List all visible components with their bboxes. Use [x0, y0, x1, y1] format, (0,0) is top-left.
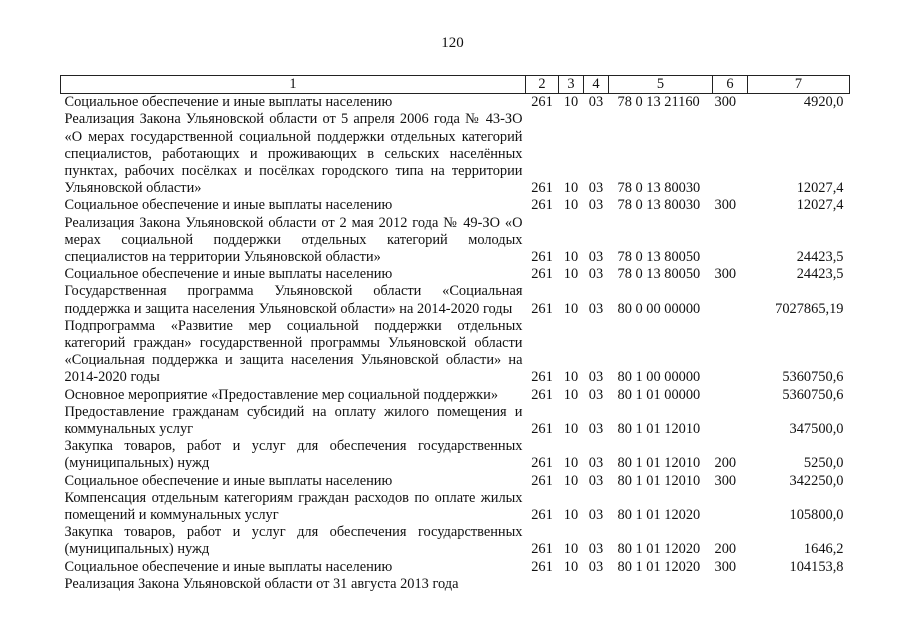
expense-type-code: 300	[714, 197, 737, 214]
row-description: Основное мероприятие «Предоставление мер социальной поддержки»	[64, 386, 499, 403]
row-description: Закупка товаров, работ и услуг для обеспечения государственных (муниципальных) нужд	[64, 438, 523, 472]
ministry-code: 261	[531, 541, 553, 558]
header-col-3: 3	[559, 76, 584, 94]
row-description: Социальное обеспечение и иные выплаты населению	[64, 94, 393, 111]
row-description: Социальное обеспечение и иные выплаты населению	[64, 472, 393, 489]
header-col-5: 5	[609, 76, 713, 94]
expense-type-code	[713, 404, 748, 438]
row-description: Государственная программа Ульяновской области «Социальная поддержка и защита населения Ульяновской области» на 2014-2020 годы	[64, 283, 523, 317]
target-article-code: 80 1 01 12020	[617, 558, 701, 575]
amount: 105800,0	[789, 507, 844, 524]
subsection-code: 03	[588, 300, 604, 317]
row-description: Предоставление гражданам субсидий на оплату жилого помещения и коммунальных услуг	[64, 403, 523, 438]
amount: 347500,0	[789, 421, 844, 438]
table-row	[61, 524, 850, 558]
row-description: Компенсация отдельным категориям граждан расходов по оплате жилых помещений и коммунальных услуг	[64, 489, 523, 524]
page-number: 120	[441, 35, 464, 51]
amount: 12027,4	[796, 180, 844, 197]
amount	[748, 576, 850, 593]
subsection-code: 03	[588, 249, 604, 266]
subsection-code: 03	[588, 421, 604, 438]
section-code: 10	[563, 180, 579, 197]
amount: 24423,5	[796, 249, 844, 266]
table-row	[61, 438, 850, 472]
row-description: Социальное обеспечение и иные выплаты населению	[64, 266, 393, 283]
ministry-code: 261	[531, 369, 553, 386]
target-article-code: 80 1 00 00000	[617, 369, 701, 386]
table-row	[61, 197, 850, 214]
expense-type-code: 300	[714, 266, 737, 283]
expense-type-code: 200	[714, 541, 737, 558]
amount: 12027,4	[796, 197, 844, 214]
section-code: 10	[563, 541, 579, 558]
amount: 7027865,19	[775, 300, 844, 317]
ministry-code: 261	[531, 386, 553, 403]
section-code: 10	[563, 249, 579, 266]
subsection-code: 03	[588, 197, 604, 214]
header-col-7: 7	[748, 76, 850, 94]
ministry-code: 261	[531, 197, 553, 214]
subsection-code: 03	[588, 94, 604, 111]
header-col-1: 1	[61, 76, 526, 94]
target-article-code: 80 1 01 12010	[617, 472, 701, 489]
ministry-code	[526, 576, 559, 593]
amount: 1646,2	[803, 541, 844, 558]
row-description: Социальное обеспечение и иные выплаты населению	[64, 558, 393, 575]
section-code	[559, 576, 584, 593]
table-row	[61, 266, 850, 283]
row-description: Подпрограмма «Развитие мер социальной поддержки отдельных категорий граждан» государственной программы Ульяновской области «Социальная поддержка и защита населения Ульяновской области» на 2014-2020 годы	[64, 317, 523, 386]
section-code: 10	[563, 94, 579, 111]
target-article-code: 80 1 01 12020	[617, 541, 701, 558]
row-description: Реализация Закона Ульяновской области от 5 апреля 2006 года № 43-ЗО «О мерах государственной социальной поддержки отдельных категорий специалистов, работающих и проживающих в сельских населённых пунктах, рабочих посёлках и посёлках городского типа на территории Ульяновской области»	[64, 111, 523, 197]
budget-table	[60, 75, 850, 593]
ministry-code: 261	[531, 421, 553, 438]
subsection-code: 03	[588, 541, 604, 558]
expense-type-code	[713, 490, 748, 524]
table-row	[61, 387, 850, 404]
subsection-code: 03	[588, 386, 604, 403]
section-code: 10	[563, 421, 579, 438]
row-description: Социальное обеспечение и иные выплаты населению	[64, 197, 393, 214]
section-code: 10	[563, 386, 579, 403]
ministry-code: 261	[531, 180, 553, 197]
amount: 5360750,6	[782, 386, 844, 403]
header-col-2: 2	[526, 76, 559, 94]
target-article-code: 80 1 01 12010	[617, 421, 701, 438]
target-article-code: 78 0 13 21160	[617, 94, 700, 111]
subsection-code	[584, 576, 609, 593]
row-description: Реализация Закона Ульяновской области от 2 мая 2012 года № 49-ЗО «О мерах социальной поддержки отдельных категорий молодых специалистов на территории Ульяновской области»	[64, 214, 523, 266]
table-header	[61, 76, 850, 94]
table-row	[61, 318, 850, 387]
target-article-code	[609, 576, 713, 593]
expense-type-code	[713, 576, 748, 593]
table-row	[61, 283, 850, 317]
section-code: 10	[563, 455, 579, 472]
section-code: 10	[563, 266, 579, 283]
section-code: 10	[563, 369, 579, 386]
section-code: 10	[563, 300, 579, 317]
table-row	[61, 559, 850, 576]
section-code: 10	[563, 472, 579, 489]
table-row	[61, 94, 850, 112]
amount: 4920,0	[803, 94, 844, 111]
subsection-code: 03	[588, 558, 604, 575]
amount: 342250,0	[789, 472, 844, 489]
amount: 5250,0	[803, 455, 844, 472]
table-row	[61, 576, 850, 593]
target-article-code: 80 1 01 12020	[617, 507, 701, 524]
expense-type-code: 300	[714, 472, 737, 489]
subsection-code: 03	[588, 369, 604, 386]
table-row	[61, 215, 850, 267]
ministry-code: 261	[531, 266, 553, 283]
amount: 24423,5	[796, 266, 844, 283]
section-code: 10	[563, 197, 579, 214]
subsection-code: 03	[588, 507, 604, 524]
row-description: Закупка товаров, работ и услуг для обеспечения государственных (муниципальных) нужд	[64, 524, 523, 558]
expense-type-code	[713, 318, 748, 387]
table-row	[61, 490, 850, 524]
ministry-code: 261	[531, 455, 553, 472]
target-article-code: 78 0 13 80050	[617, 249, 701, 266]
ministry-code: 261	[531, 94, 553, 111]
expense-type-code	[713, 387, 748, 404]
table-body	[61, 94, 850, 593]
subsection-code: 03	[588, 266, 604, 283]
subsection-code: 03	[588, 455, 604, 472]
target-article-code: 80 1 01 00000	[617, 386, 701, 403]
target-article-code: 78 0 13 80030	[617, 180, 701, 197]
ministry-code: 261	[531, 472, 553, 489]
expense-type-code	[713, 111, 748, 197]
header-col-4: 4	[584, 76, 609, 94]
expense-type-code: 200	[714, 455, 737, 472]
target-article-code: 78 0 13 80050	[617, 266, 701, 283]
ministry-code: 261	[531, 507, 553, 524]
header-col-6: 6	[713, 76, 748, 94]
subsection-code: 03	[588, 180, 604, 197]
ministry-code: 261	[531, 300, 553, 317]
amount: 5360750,6	[782, 369, 844, 386]
ministry-code: 261	[531, 249, 553, 266]
amount: 104153,8	[789, 558, 844, 575]
ministry-code: 261	[531, 558, 553, 575]
row-description: Реализация Закона Ульяновской области от 31 августа 2013 года	[64, 575, 459, 592]
section-code: 10	[563, 558, 579, 575]
subsection-code: 03	[588, 472, 604, 489]
expense-type-code: 300	[714, 558, 737, 575]
table-row	[61, 111, 850, 197]
table-row	[61, 473, 850, 490]
expense-type-code: 300	[714, 94, 737, 111]
expense-type-code	[713, 215, 748, 267]
section-code: 10	[563, 507, 579, 524]
expense-type-code	[713, 283, 748, 317]
target-article-code: 78 0 13 80030	[617, 197, 701, 214]
target-article-code: 80 1 01 12010	[617, 455, 701, 472]
table-row	[61, 404, 850, 438]
target-article-code: 80 0 00 00000	[617, 300, 701, 317]
